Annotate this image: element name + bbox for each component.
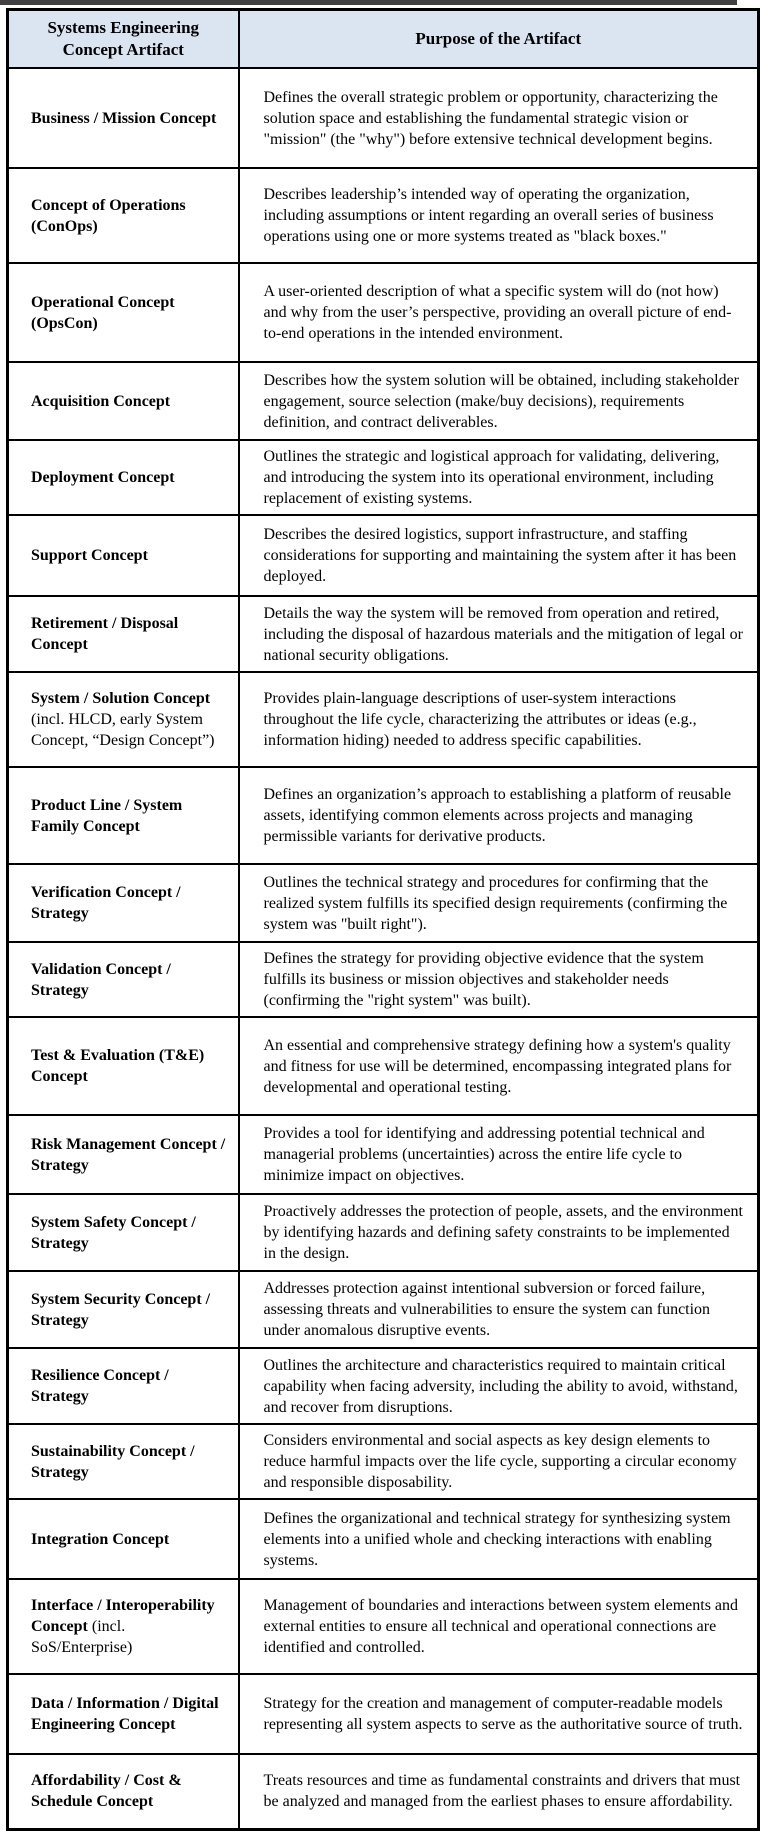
purpose-cell: Provides a tool for identifying and addressing potential technical and managerial problems (uncertainties) across the entire life cycle to minimize impact on objectives. xyxy=(239,1115,759,1194)
purpose-cell: Describes the desired logistics, support infrastructure, and staffing considerations for supporting and maintaining the system after it has been deployed. xyxy=(239,515,759,596)
artifact-cell xyxy=(8,1579,239,1674)
table-row xyxy=(8,1017,759,1115)
artifact-name: System / Solution Concept xyxy=(31,690,211,707)
purpose-cell: Strategy for the creation and management of computer-readable models representing all system aspects to serve as the authoritative source of truth. xyxy=(239,1674,759,1754)
artifact-cell xyxy=(8,440,239,515)
table-row xyxy=(8,1499,759,1579)
artifact-name: Support Concept xyxy=(31,547,148,564)
artifact-cell xyxy=(8,672,239,767)
table-row xyxy=(8,1754,759,1829)
table-row xyxy=(8,767,759,864)
column-header-artifact: Systems Engineering Concept Artifact xyxy=(8,10,239,69)
artifact-cell xyxy=(8,263,239,362)
artifact-cell xyxy=(8,1674,239,1754)
purpose-cell: Treats resources and time as fundamental constraints and drivers that must be analyzed and managed from the earliest phases to ensure affordability. xyxy=(239,1754,759,1829)
purpose-cell: Defines the organizational and technical strategy for synthesizing system elements into a unified whole and checking interactions with enabling systems. xyxy=(239,1499,759,1579)
table-row xyxy=(8,1271,759,1348)
artifact-cell xyxy=(8,864,239,942)
artifact-name: Operational Concept (OpsCon) xyxy=(31,293,175,332)
artifact-cell xyxy=(8,1271,239,1348)
purpose-cell: Management of boundaries and interactions between system elements and external entities to ensure all technical and operational connections are identified and controlled. xyxy=(239,1579,759,1674)
artifact-cell xyxy=(8,1194,239,1271)
artifact-name: Business / Mission Concept xyxy=(31,109,217,127)
purpose-cell: Provides plain-language descriptions of user-system interactions throughout the life cycle, characterizing the attributes or ideas (e.g., information hiding) needed to address specific capabilities. xyxy=(239,672,759,767)
artifact-name: Product Line / System Family Concept xyxy=(31,796,183,835)
artifact-table xyxy=(6,8,760,1831)
table-row xyxy=(8,362,759,440)
artifact-name: Sustainability Concept / Strategy xyxy=(31,1442,195,1481)
purpose-cell: Details the way the system will be removed from operation and retired, including the disposal of hazardous materials and the mitigation of legal or national security obligations. xyxy=(239,596,759,672)
purpose-cell: Addresses protection against intentional subversion or forced failure, assessing threats and vulnerabilities to ensure the system can function under anomalous disruptive events. xyxy=(239,1271,759,1348)
artifact-name: Test & Evaluation (T&E) Concept xyxy=(31,1047,205,1085)
purpose-cell: Outlines the architecture and characteristics required to maintain critical capability when facing adversity, including the ability to avoid, withstand, and recover from disruptions. xyxy=(239,1348,759,1424)
table-row xyxy=(8,864,759,942)
purpose-cell: An essential and comprehensive strategy defining how a system's quality and fitness for use will be determined, encompassing integrated plans for developmental and operational testing. xyxy=(239,1017,759,1115)
artifact-cell xyxy=(8,1424,239,1499)
artifact-note: (incl. HLCD, early System Concept, “Design Concept”) xyxy=(31,711,215,749)
top-edge-bar xyxy=(0,0,737,5)
purpose-cell: Defines the strategy for providing objective evidence that the system fulfills its business or mission objectives and stakeholder needs (confirming the "right system" was built). xyxy=(239,942,759,1017)
artifact-name: Validation Concept / Strategy xyxy=(31,960,171,999)
artifact-cell xyxy=(8,942,239,1017)
artifact-cell xyxy=(8,1115,239,1194)
artifact-name: Integration Concept xyxy=(31,1530,170,1548)
column-header-purpose: Purpose of the Artifact xyxy=(239,10,759,69)
table-body xyxy=(8,68,759,1829)
artifact-name: Resilience Concept / Strategy xyxy=(31,1367,169,1405)
purpose-cell: Describes how the system solution will be obtained, including stakeholder engagement, source selection (make/buy decisions), requirements definition, and contract deliverables. xyxy=(239,362,759,440)
header-row xyxy=(8,10,759,69)
purpose-cell: A user-oriented description of what a specific system will do (not how) and why from the user’s perspective, providing an overall picture of end-to-end operations in the intended environment. xyxy=(239,263,759,362)
table-row xyxy=(8,263,759,362)
table-header xyxy=(8,10,759,69)
table-row xyxy=(8,942,759,1017)
table-row xyxy=(8,1348,759,1424)
artifact-name: Acquisition Concept xyxy=(31,392,171,410)
purpose-cell: Considers environmental and social aspects as key design elements to reduce harmful impacts over the life cycle, supporting a circular economy and responsible disposability. xyxy=(239,1424,759,1499)
artifact-name: System Security Concept / Strategy xyxy=(31,1290,211,1329)
table-row xyxy=(8,596,759,672)
purpose-cell: Describes leadership’s intended way of operating the organization, including assumptions or intent regarding an overall series of business operations using one or more systems treated as "black boxes." xyxy=(239,168,759,263)
artifact-cell xyxy=(8,515,239,596)
table-row xyxy=(8,68,759,168)
table-row xyxy=(8,1424,759,1499)
artifact-cell xyxy=(8,1348,239,1424)
table-row xyxy=(8,1115,759,1194)
table-row xyxy=(8,672,759,767)
artifact-cell xyxy=(8,362,239,440)
artifact-name: Data / Information / Digital Engineering Concept xyxy=(31,1695,219,1733)
artifact-cell xyxy=(8,168,239,263)
table-row xyxy=(8,440,759,515)
artifact-name: Concept of Operations (ConOps) xyxy=(31,196,186,235)
purpose-cell: Outlines the strategic and logistical approach for validating, delivering, and introducing the system into its operational environment, including replacement of existing systems. xyxy=(239,440,759,515)
table-row xyxy=(8,1674,759,1754)
artifact-name: Interface / Interoperability Concept xyxy=(31,1597,215,1635)
artifact-cell xyxy=(8,1754,239,1829)
artifact-cell xyxy=(8,1017,239,1115)
artifact-note: (incl. SoS/Enterprise) xyxy=(31,1618,133,1656)
artifact-name: Verification Concept / Strategy xyxy=(31,884,181,922)
purpose-cell: Proactively addresses the protection of people, assets, and the environment by identifying hazards and defining safety constraints to be implemented in the design. xyxy=(239,1194,759,1271)
artifact-cell xyxy=(8,767,239,864)
table-row xyxy=(8,1194,759,1271)
purpose-cell: Outlines the technical strategy and procedures for confirming that the realized system fulfills its specified design requirements (confirming the system was "built right"). xyxy=(239,864,759,942)
purpose-cell: Defines an organization’s approach to establishing a platform of reusable assets, identifying common elements across projects and managing permissible variants for derivative products. xyxy=(239,767,759,864)
table-row xyxy=(8,1579,759,1674)
artifact-cell xyxy=(8,1499,239,1579)
table-row xyxy=(8,168,759,263)
artifact-cell xyxy=(8,596,239,672)
artifact-name: Retirement / Disposal Concept xyxy=(31,615,179,653)
table-row xyxy=(8,515,759,596)
artifact-name: Risk Management Concept / Strategy xyxy=(31,1135,226,1174)
artifact-name: Affordability / Cost & Schedule Concept xyxy=(31,1772,182,1811)
artifact-name: Deployment Concept xyxy=(31,469,175,486)
artifact-cell xyxy=(8,68,239,168)
artifact-name: System Safety Concept / Strategy xyxy=(31,1213,196,1252)
purpose-cell: Defines the overall strategic problem or opportunity, characterizing the solution space and establishing the fundamental strategic vision or "mission" (the "why") before extensive technical development begins. xyxy=(239,68,759,168)
